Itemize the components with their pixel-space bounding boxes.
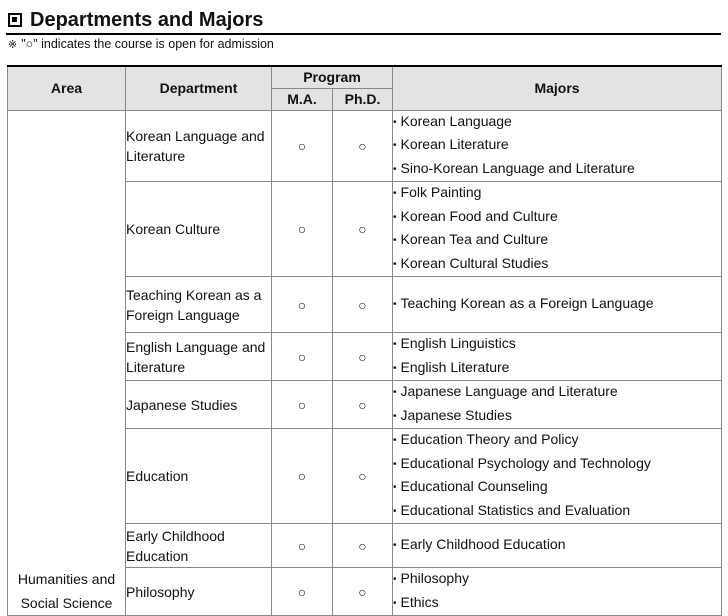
major-item: • Korean Literature — [393, 136, 509, 152]
major-item: • Korean Language — [393, 112, 512, 129]
major-item: • Sino-Korean Language and Literature — [393, 159, 635, 176]
major-item: • Philosophy — [393, 570, 470, 586]
major-item: • Educational Psychology and Technology — [393, 454, 651, 471]
majors-cell — [393, 568, 722, 616]
title-underline — [6, 33, 721, 35]
major-item: • Early Childhood Education — [393, 535, 566, 552]
phd-header: Ph.D. — [333, 88, 393, 110]
area-cell: Humanities and Social Science — [8, 110, 126, 616]
ma-open-mark: ○ — [272, 429, 333, 524]
major-item: • Folk Painting — [393, 184, 482, 200]
phd-open-mark: ○ — [333, 110, 393, 182]
majors-cell — [393, 429, 722, 524]
major-item: • Japanese Language and Literature — [393, 383, 618, 399]
majors-cell — [393, 524, 722, 568]
table-header-row — [8, 66, 722, 88]
ma-open-mark: ○ — [272, 381, 333, 429]
major-item: • Ethics — [393, 593, 439, 610]
square-bullet-icon — [8, 13, 22, 27]
majors-header: Majors — [393, 66, 722, 110]
majors-cell — [393, 110, 722, 182]
table-row — [8, 110, 722, 182]
department-cell: Philosophy — [126, 568, 272, 616]
major-item: • English Linguistics — [393, 335, 516, 351]
major-item: • Japanese Studies — [393, 406, 512, 423]
major-item: • Education Theory and Policy — [393, 431, 579, 447]
major-item: • Korean Cultural Studies — [393, 254, 549, 271]
major-item: • Educational Counseling — [393, 478, 548, 494]
phd-open-mark: ○ — [333, 524, 393, 568]
section-title — [8, 8, 263, 32]
major-item: • Teaching Korean as a Foreign Language — [393, 294, 654, 311]
phd-open-mark: ○ — [333, 429, 393, 524]
phd-open-mark: ○ — [333, 182, 393, 277]
major-item: • Korean Tea and Culture — [393, 231, 549, 247]
majors-cell — [393, 182, 722, 277]
ma-open-mark: ○ — [272, 110, 333, 182]
majors-cell — [393, 277, 722, 333]
department-cell: Education — [126, 429, 272, 524]
ma-open-mark: ○ — [272, 182, 333, 277]
majors-cell — [393, 381, 722, 429]
department-cell: Teaching Korean as a Foreign Language — [126, 277, 272, 333]
phd-open-mark: ○ — [333, 277, 393, 333]
reference-mark-icon: ※ — [8, 39, 18, 51]
phd-open-mark: ○ — [333, 568, 393, 616]
admission-note — [8, 37, 274, 51]
phd-open-mark: ○ — [333, 381, 393, 429]
ma-open-mark: ○ — [272, 568, 333, 616]
ma-header: M.A. — [272, 88, 333, 110]
department-cell: Japanese Studies — [126, 381, 272, 429]
department-cell: Korean Culture — [126, 182, 272, 277]
area-header: Area — [8, 66, 126, 110]
program-header: Program — [272, 66, 393, 88]
department-cell: Korean Language and Literature — [126, 110, 272, 182]
majors-cell — [393, 333, 722, 381]
department-cell: Early Childhood Education — [126, 524, 272, 568]
page-title: Departments and Majors — [30, 8, 264, 31]
major-item: • English Literature — [393, 358, 510, 375]
department-cell: English Language and Literature — [126, 333, 272, 381]
ma-open-mark: ○ — [272, 277, 333, 333]
ma-open-mark: ○ — [272, 524, 333, 568]
department-header: Department — [126, 66, 272, 110]
phd-open-mark: ○ — [333, 333, 393, 381]
admission-note-text: "○" indicates the course is open for admission — [21, 37, 274, 51]
ma-open-mark: ○ — [272, 333, 333, 381]
major-item: • Korean Food and Culture — [393, 207, 558, 224]
major-item: • Educational Statistics and Evaluation — [393, 501, 631, 518]
departments-table — [7, 65, 722, 616]
